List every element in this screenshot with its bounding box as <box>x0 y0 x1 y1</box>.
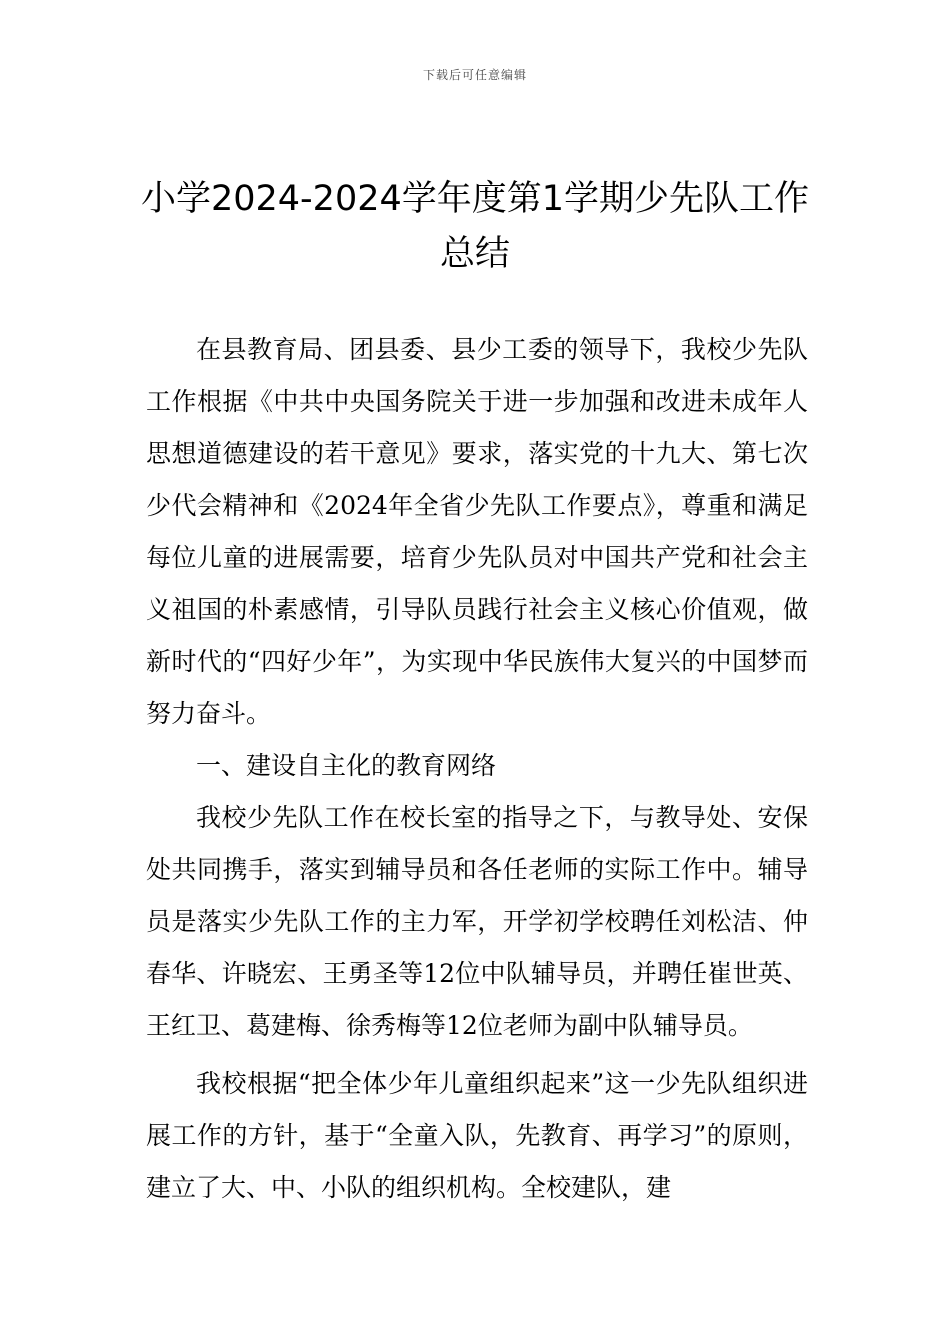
title-line-1: 小学2024-2024学年度第1学期少先队工作 <box>140 179 810 219</box>
paragraph-intro: 在县教育局、团县委、县少工委的领导下，我校少先队工作根据《中共中央国务院关于进一步加强和改进未成年人思想道德建设的若干意见》要求，落实党的十九大、第七次少代会精神和《2024年全省少先队工作要点》，尊重和满足每位儿童的进展需要，培育少先队员对中国共产党和社会主义祖国的朴素感情，引导队员践行社会主义核心价值观，做新时代的“四好少年”，为实现中华民族伟大复兴的中国梦而努力奋斗。 <box>146 335 808 728</box>
document-title <box>120 172 830 282</box>
section-heading-1: 一、建设自主化的教育网络 <box>196 751 497 780</box>
paragraph-counselors: 我校少先队工作在校长室的指导之下，与教导处、安保处共同携手，落实到辅导员和各任老师的实际工作中。辅导员是落实少先队工作的主力军，开学初学校聘任刘松洁、仲春华、许晓宏、王勇圣等12位中队辅导员，并聘任崔世英、王红卫、葛建梅、徐秀梅等12位老师为副中队辅导员。 <box>146 803 808 1040</box>
header-note: 下载后可任意编辑 <box>422 68 527 82</box>
title-line-2: 总结 <box>439 234 510 274</box>
paragraph-organization: 我校根据“把全体少年儿童组织起来”这一少先队组织进展工作的方针，基于“全童入队，先教育、再学习”的原则，建立了大、中、小队的组织机构。全校建队，建 <box>146 1069 808 1202</box>
document-body <box>146 324 808 1214</box>
